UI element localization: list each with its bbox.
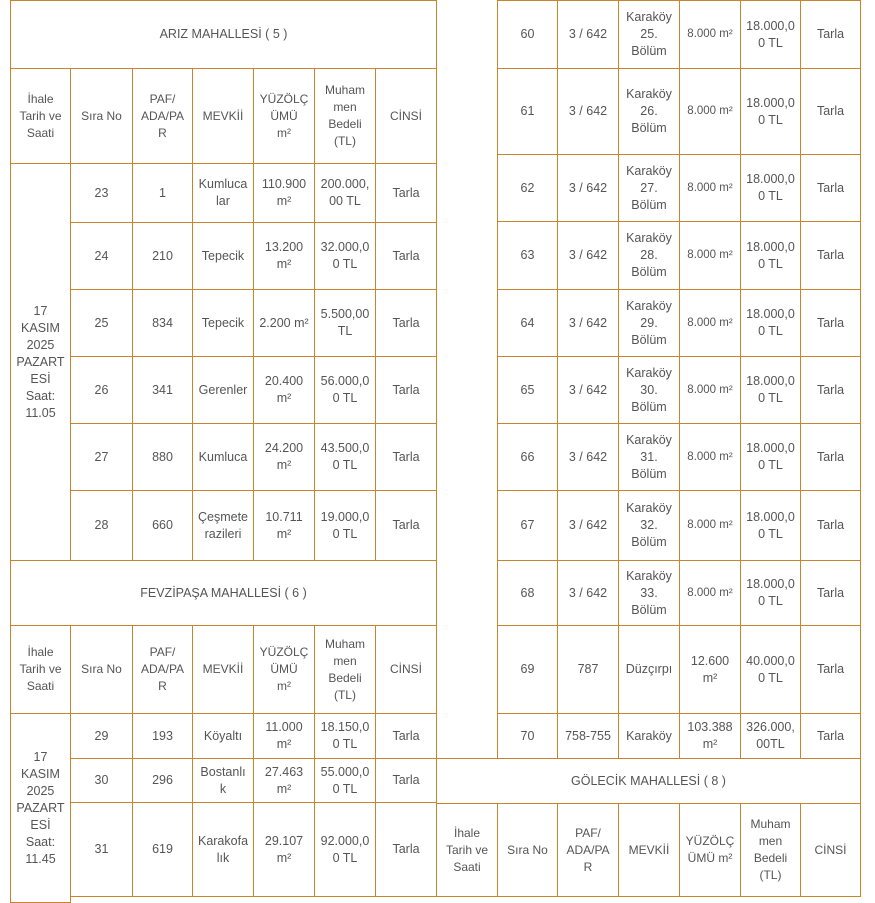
cell-yuzolcumu: 8.000 m²	[679, 68, 741, 155]
ariz-auction-date: 17 KASIM 2025 PAZART ESİ Saat: 11.05	[10, 163, 71, 561]
cell-cinsi: Tarla	[800, 356, 861, 424]
header-mevki: MEVKİİ	[192, 625, 254, 714]
header-paf: PAF/ ADA/PA R	[557, 803, 619, 897]
cell-bedel: 18.150,0 0 TL	[314, 713, 376, 759]
cell-sira-no: 30	[70, 758, 133, 803]
cell-paf: 3 / 642	[557, 560, 619, 626]
cell-mevki: Bostanlı k	[192, 758, 254, 803]
cell-yuzolcumu: 110.900 m²	[253, 163, 315, 223]
cell-bedel: 18.000,0 0 TL	[740, 490, 801, 561]
cell-bedel: 200.000, 00 TL	[314, 163, 376, 223]
cell-mevki: Karaköy 33. Bölüm	[618, 560, 680, 626]
cell-yuzolcumu: 8.000 m²	[679, 356, 741, 424]
header-sira-no: Sıra No	[70, 625, 133, 714]
cell-yuzolcumu: 29.107 m²	[253, 802, 315, 897]
cell-mevki: Karaköy 29. Bölüm	[618, 289, 680, 357]
cell-bedel: 19.000,0 0 TL	[314, 490, 376, 561]
cell-paf: 341	[132, 356, 193, 424]
cell-yuzolcumu: 11.000 m²	[253, 713, 315, 759]
cell-paf: 660	[132, 490, 193, 561]
cell-mevki: Karaköy 27. Bölüm	[618, 154, 680, 222]
cell-paf: 3 / 642	[557, 154, 619, 222]
cell-yuzolcumu: 10.711 m²	[253, 490, 315, 561]
cell-paf: 193	[132, 713, 193, 759]
cell-mevki: Gerenler	[192, 356, 254, 424]
cell-bedel: 18.000,0 0 TL	[740, 289, 801, 357]
cell-sira-no: 28	[70, 490, 133, 561]
cell-mevki: Kumluca lar	[192, 163, 254, 223]
cell-mevki: Köyaltı	[192, 713, 254, 759]
cell-yuzolcumu: 8.000 m²	[679, 221, 741, 290]
cell-cinsi: Tarla	[375, 289, 437, 357]
cell-paf: 3 / 642	[557, 356, 619, 424]
cell-bedel: 56.000,0 0 TL	[314, 356, 376, 424]
cell-sira-no: 66	[497, 423, 558, 491]
cell-mevki: Tepecik	[192, 289, 254, 357]
cell-mevki: Düzçırpı	[618, 625, 680, 714]
cell-sira-no: 25	[70, 289, 133, 357]
fevzipasa-title: FEVZİPAŞA MAHALLESİ ( 6 )	[10, 560, 437, 626]
header-ihale: İhale Tarih ve Saati	[436, 803, 498, 897]
header-mevki: MEVKİİ	[192, 68, 254, 164]
cell-paf: 3 / 642	[557, 423, 619, 491]
cell-mevki: Karaköy 25. Bölüm	[618, 0, 680, 69]
cell-cinsi: Tarla	[800, 625, 861, 714]
cell-bedel: 18.000,0 0 TL	[740, 221, 801, 290]
cell-sira-no: 64	[497, 289, 558, 357]
cell-cinsi: Tarla	[800, 289, 861, 357]
cell-paf: 834	[132, 289, 193, 357]
header-cinsi: CİNSİ	[800, 803, 861, 897]
cell-mevki: Karakofa lık	[192, 802, 254, 897]
header-yuzolcumu: YÜZÖLÇ ÜMÜ m²	[679, 803, 741, 897]
cell-sira-no: 26	[70, 356, 133, 424]
cell-paf: 619	[132, 802, 193, 897]
cell-bedel: 18.000,0 0 TL	[740, 154, 801, 222]
cell-paf: 3 / 642	[557, 289, 619, 357]
cell-bedel: 326.000, 00TL	[740, 713, 801, 759]
cell-cinsi: Tarla	[375, 802, 437, 897]
cell-cinsi: Tarla	[800, 560, 861, 626]
cell-paf: 210	[132, 222, 193, 290]
cell-bedel: 18.000,0 0 TL	[740, 356, 801, 424]
header-yuzolcumu: YÜZÖLÇ ÜMÜ m²	[253, 625, 315, 714]
header-ihale: İhale Tarih ve Saati	[10, 68, 71, 164]
cell-cinsi: Tarla	[375, 490, 437, 561]
cell-cinsi: Tarla	[375, 222, 437, 290]
cell-yuzolcumu: 8.000 m²	[679, 490, 741, 561]
cell-cinsi: Tarla	[800, 713, 861, 759]
header-sira-no: Sıra No	[497, 803, 558, 897]
header-mevki: MEVKİİ	[618, 803, 680, 897]
cell-cinsi: Tarla	[375, 758, 437, 803]
cell-mevki: Karaköy 32. Bölüm	[618, 490, 680, 561]
header-cinsi: CİNSİ	[375, 625, 437, 714]
cell-mevki: Karaköy 28. Bölüm	[618, 221, 680, 290]
cell-sira-no: 70	[497, 713, 558, 759]
cell-sira-no: 27	[70, 423, 133, 491]
cell-yuzolcumu: 8.000 m²	[679, 423, 741, 491]
cell-bedel: 5.500,00 TL	[314, 289, 376, 357]
cell-sira-no: 68	[497, 560, 558, 626]
cell-yuzolcumu: 12.600 m²	[679, 625, 741, 714]
header-muhammen-bedel: Muham men Bedeli (TL)	[740, 803, 801, 897]
cell-bedel: 18.000,0 0 TL	[740, 423, 801, 491]
fevzipasa-auction-date: 17 KASIM 2025 PAZART ESİ Saat: 11.45	[10, 713, 71, 903]
cell-sira-no: 67	[497, 490, 558, 561]
cell-mevki: Karaköy	[618, 713, 680, 759]
cell-mevki: Karaköy 26. Bölüm	[618, 68, 680, 155]
cell-bedel: 32.000,0 0 TL	[314, 222, 376, 290]
cell-sira-no: 60	[497, 0, 558, 69]
cell-bedel: 92.000,0 0 TL	[314, 802, 376, 897]
cell-bedel: 43.500,0 0 TL	[314, 423, 376, 491]
cell-sira-no: 23	[70, 163, 133, 223]
cell-yuzolcumu: 8.000 m²	[679, 289, 741, 357]
cell-paf: 758-755	[557, 713, 619, 759]
golecik-title: GÖLECİK MAHALLESİ ( 8 )	[436, 758, 861, 804]
cell-bedel: 55.000,0 0 TL	[314, 758, 376, 803]
cell-paf: 787	[557, 625, 619, 714]
cell-sira-no: 63	[497, 221, 558, 290]
cell-paf: 3 / 642	[557, 68, 619, 155]
cell-bedel: 18.000,0 0 TL	[740, 68, 801, 155]
cell-mevki: Çeşmete razileri	[192, 490, 254, 561]
cell-bedel: 18.000,0 0 TL	[740, 0, 801, 69]
cell-paf: 296	[132, 758, 193, 803]
header-muhammen-bedel: Muham men Bedeli (TL)	[314, 625, 376, 714]
cell-cinsi: Tarla	[800, 423, 861, 491]
cell-paf: 1	[132, 163, 193, 223]
header-sira-no: Sıra No	[70, 68, 133, 164]
cell-cinsi: Tarla	[800, 154, 861, 222]
cell-cinsi: Tarla	[800, 221, 861, 290]
cell-mevki: Karaköy 31. Bölüm	[618, 423, 680, 491]
header-cinsi: CİNSİ	[375, 68, 437, 164]
cell-paf: 880	[132, 423, 193, 491]
cell-yuzolcumu: 20.400 m²	[253, 356, 315, 424]
spacer-column	[436, 0, 498, 758]
cell-sira-no: 24	[70, 222, 133, 290]
ariz-title: ARIZ MAHALLESİ ( 5 )	[10, 0, 437, 69]
cell-paf: 3 / 642	[557, 490, 619, 561]
cell-yuzolcumu: 8.000 m²	[679, 560, 741, 626]
cell-paf: 3 / 642	[557, 0, 619, 69]
cell-sira-no: 65	[497, 356, 558, 424]
header-ihale: İhale Tarih ve Saati	[10, 625, 71, 714]
cell-yuzolcumu: 13.200 m²	[253, 222, 315, 290]
cell-yuzolcumu: 103.388 m²	[679, 713, 741, 759]
cell-cinsi: Tarla	[800, 68, 861, 155]
header-muhammen-bedel: Muham men Bedeli (TL)	[314, 68, 376, 164]
cell-cinsi: Tarla	[800, 490, 861, 561]
cell-mevki: Karaköy 30. Bölüm	[618, 356, 680, 424]
cell-bedel: 18.000,0 0 TL	[740, 560, 801, 626]
cell-yuzolcumu: 27.463 m²	[253, 758, 315, 803]
cell-yuzolcumu: 8.000 m²	[679, 0, 741, 69]
cell-cinsi: Tarla	[375, 163, 437, 223]
cell-bedel: 40.000,0 0 TL	[740, 625, 801, 714]
cell-cinsi: Tarla	[375, 356, 437, 424]
cell-cinsi: Tarla	[375, 423, 437, 491]
cell-cinsi: Tarla	[375, 713, 437, 759]
cell-mevki: Tepecik	[192, 222, 254, 290]
cell-yuzolcumu: 24.200 m²	[253, 423, 315, 491]
cell-sira-no: 62	[497, 154, 558, 222]
cell-sira-no: 29	[70, 713, 133, 759]
header-yuzolcumu: YÜZÖLÇ ÜMÜ m²	[253, 68, 315, 164]
cell-cinsi: Tarla	[800, 0, 861, 69]
cell-paf: 3 / 642	[557, 221, 619, 290]
cell-sira-no: 31	[70, 802, 133, 897]
cell-sira-no: 61	[497, 68, 558, 155]
header-paf: PAF/ ADA/PA R	[132, 625, 193, 714]
cell-yuzolcumu: 2.200 m²	[253, 289, 315, 357]
cell-mevki: Kumluca	[192, 423, 254, 491]
cell-yuzolcumu: 8.000 m²	[679, 154, 741, 222]
header-paf: PAF/ ADA/PA R	[132, 68, 193, 164]
cell-sira-no: 69	[497, 625, 558, 714]
